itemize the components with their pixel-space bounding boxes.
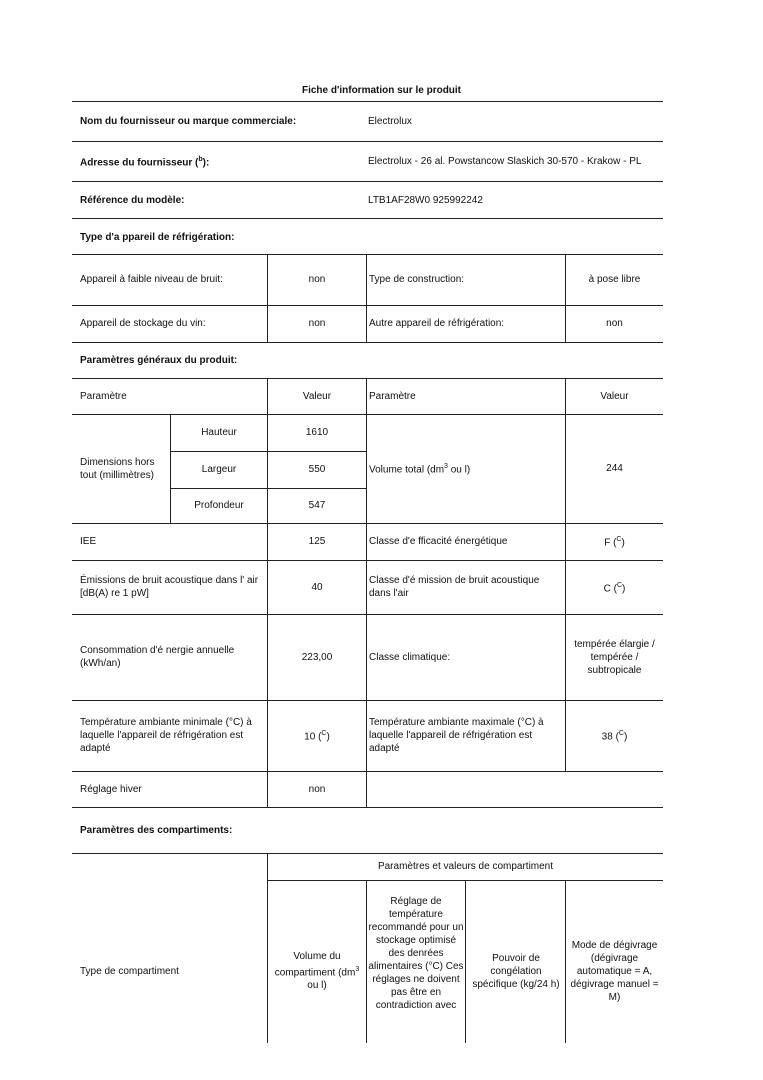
sheet-title: Fiche d'information sur le produit — [301, 85, 462, 96]
supplier-name-label: Nom du fournisseur ou marque commerciale: — [80, 116, 297, 127]
dimensions-label: Dimensions hors tout (millimètres) — [80, 456, 155, 481]
construction-type-value: à pose libre — [588, 274, 641, 285]
param-header: Paramètre — [80, 390, 127, 402]
model-value: LTB1AF28W0 925992242 — [368, 195, 483, 206]
low-noise-value: non — [308, 274, 326, 285]
other-appliance-value: non — [606, 318, 623, 329]
wine-storage-label: Appareil de stockage du vin: — [80, 318, 206, 329]
divider — [72, 141, 663, 142]
table-border — [465, 880, 466, 1043]
freezing-capacity-header: Pouvoir de congélation spécifique (kg/24 h) — [472, 952, 560, 990]
dim-width-value: 550 — [308, 464, 326, 475]
general-params-heading: Paramètres généraux du produit: — [80, 355, 238, 366]
model-label: Référence du modèle: — [80, 195, 185, 206]
other-appliance-label: Autre appareil de réfrigération: — [369, 318, 505, 329]
noise-emission-value: 40 — [311, 581, 323, 593]
min-ambient-temp-label: Température ambiante minimale (°C) à laquelle l'appareil de réfrigération est adapté — [80, 717, 252, 754]
dim-width-label: Largeur — [201, 464, 237, 475]
wine-storage-value: non — [308, 318, 326, 329]
value-header: Valeur — [302, 390, 332, 402]
compartment-type-label: Type de compartiment — [80, 965, 179, 977]
table-border — [72, 342, 663, 343]
dim-depth-value: 547 — [308, 500, 326, 511]
divider — [72, 181, 663, 182]
appliance-type-heading: Type d'a ppareil de réfrigération: — [80, 232, 235, 243]
noise-class-value: C ($^C$) — [603, 581, 626, 595]
noise-class-label: Classe d'é mission de bruit acoustique dans l'air — [369, 575, 540, 599]
supplier-address-value: Electrolux - 26 al. Powstancow Slaskich 30-570 - Krakow - PL — [368, 156, 642, 167]
energy-consumption-label: Consommation d'é nergie annuelle (kWh/an) — [80, 645, 235, 669]
climate-class-value: tempérée élargie / tempérée / subtropicale — [574, 638, 655, 676]
energy-consumption-value: 223,00 — [301, 651, 333, 663]
noise-emission-label: Émissions de bruit acoustique dans l' air [dB(A) re 1 pW] — [80, 575, 259, 599]
table-border — [72, 807, 663, 808]
dim-depth-label: Profondeur — [194, 500, 244, 511]
compartment-params-heading: Paramètres des compartiments: — [80, 825, 233, 836]
compartment-volume-header: Volume du compartiment ($dm^3$ ou l) — [274, 950, 360, 992]
winter-setting-value: non — [308, 783, 326, 795]
construction-type-label: Type de construction: — [369, 274, 465, 285]
climate-class-label: Classe climatique: — [369, 651, 451, 663]
dim-height-value: 1610 — [305, 427, 329, 438]
table-border — [366, 378, 367, 807]
max-ambient-temp-label: Température ambiante maximale (°C) à laquelle l'appareil de réfrigération est adapté — [369, 717, 544, 754]
total-volume-value: 244 — [606, 463, 623, 474]
iee-value: 125 — [308, 536, 326, 547]
max-ambient-temp-value: 38 ($^C$) — [601, 730, 628, 743]
supplier-address-label: Adresse du fournisseur ($^b$): — [80, 156, 210, 169]
energy-class-label: Classe d'e fficacité énergétique — [369, 536, 508, 547]
defrost-mode-header: Mode de dégivrage (dégivrage automatique = A, dégivrage manuel = M) — [570, 939, 659, 1003]
recommended-temp-header: Réglage de température recommandé pour un stockage optimisé des denrées alimentaires (°C) Ces réglages ne doivent pas être en contradiction avec — [368, 895, 464, 1011]
value-header: Valeur — [600, 390, 629, 402]
energy-class-value: F ($^C$) — [604, 536, 625, 549]
table-border — [366, 254, 367, 342]
winter-setting-label: Réglage hiver — [80, 783, 142, 795]
low-noise-label: Appareil à faible niveau de bruit: — [80, 274, 223, 285]
divider — [72, 218, 663, 219]
compartment-group-header: Paramètres et valeurs de compartiment — [377, 861, 554, 872]
iee-label: IEE — [80, 536, 97, 547]
min-ambient-temp-value: 10 ($^C$) — [304, 730, 330, 743]
divider — [72, 101, 663, 102]
supplier-name-value: Electrolux — [368, 116, 412, 127]
dim-height-label: Hauteur — [201, 427, 237, 438]
param-header: Paramètre — [369, 390, 416, 402]
total-volume-label: Volume total ($dm^3$ ou l) — [369, 463, 471, 476]
